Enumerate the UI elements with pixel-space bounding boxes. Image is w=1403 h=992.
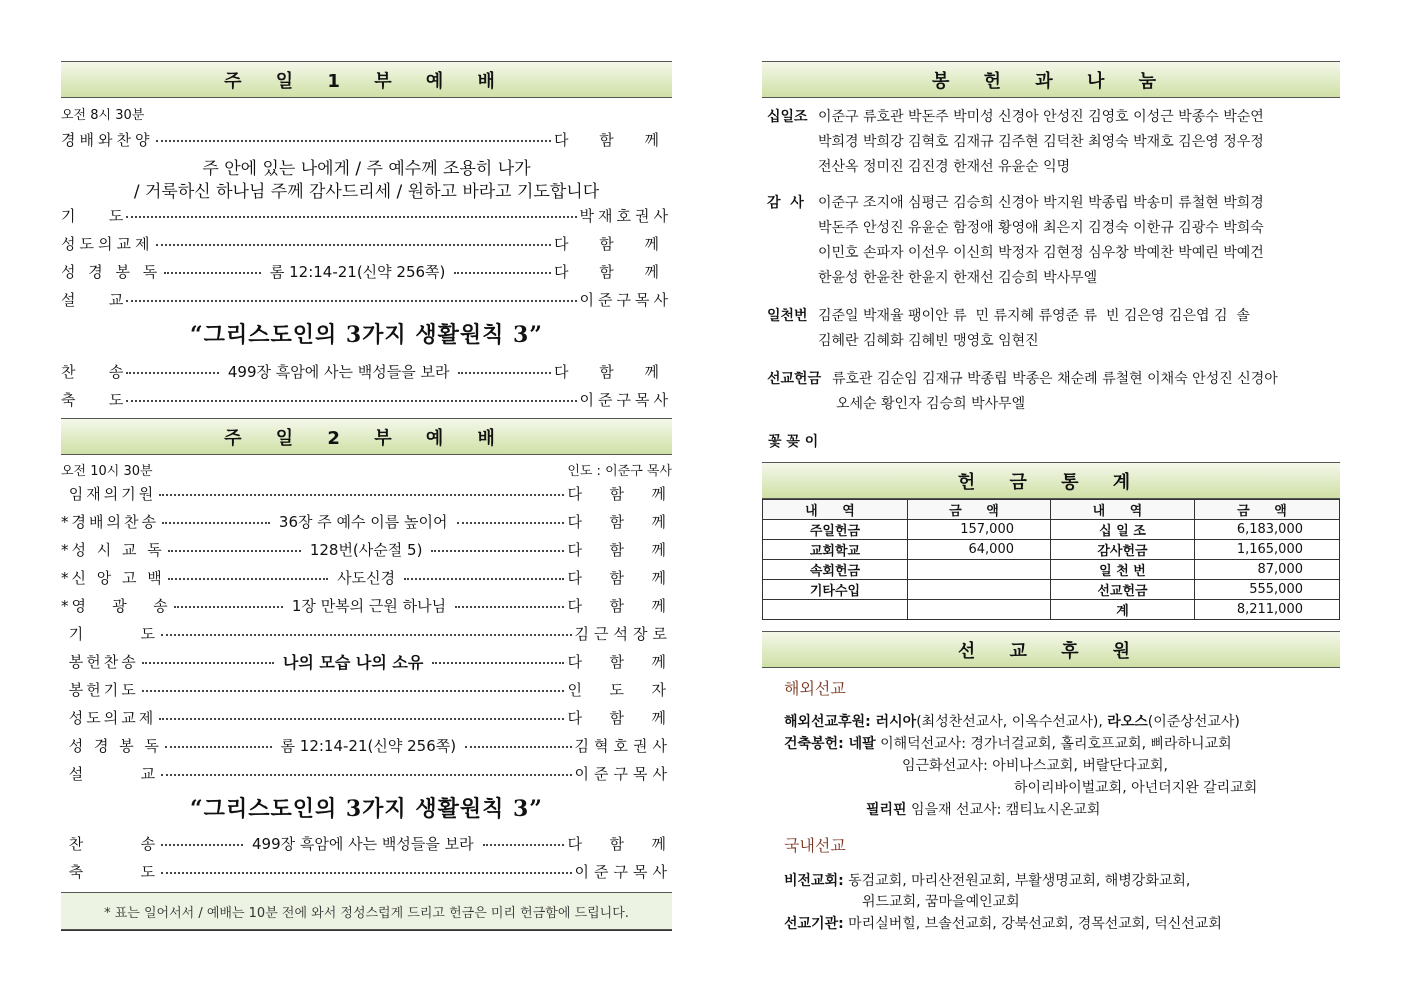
- table-cell: 감사헌금: [1051, 540, 1195, 560]
- leader-dots: [126, 216, 576, 218]
- leader-dots: [164, 272, 261, 274]
- mission-line-bold: 건축봉헌: 네팔: [784, 736, 876, 752]
- offering-names: [818, 191, 1340, 291]
- notice-bar: * 표는 일어서서 / 예배는 10분 전에 와서 정성스럽게 드리고 헌금은 미리 헌금함에 드립니다.: [61, 892, 672, 930]
- mission-line-text: (이준상선교사): [1147, 714, 1240, 730]
- column-header: 금 액: [1195, 500, 1340, 520]
- mission-line-bold: 라오스: [1107, 714, 1148, 730]
- names-line: 이준구 류호관 박돈주 박미성 신경아 안성진 김영호 이성근 박종수 박순연: [818, 109, 1264, 125]
- offering-category: 십일조: [767, 109, 808, 125]
- item-label: 찬 송: [61, 834, 159, 853]
- mission-line: [862, 891, 1020, 911]
- leader-dots: [404, 578, 564, 580]
- service2-item: [61, 732, 672, 758]
- item-label: 기 도: [61, 206, 124, 225]
- service1-item: [61, 386, 672, 412]
- offering-names: [832, 367, 1340, 417]
- stats-header: 헌 금 통 계: [762, 462, 1340, 499]
- mission-line-bold: 선교기관:: [784, 916, 844, 932]
- table-cell: [908, 600, 1051, 620]
- divider: [61, 930, 672, 931]
- service1-item: [61, 126, 672, 152]
- offering-stats-table: [762, 499, 1340, 620]
- item-label: 축 도: [61, 862, 159, 881]
- service2-item: [61, 620, 672, 646]
- column-header: 내 역: [763, 500, 908, 520]
- item-value: 다 함 께: [567, 834, 673, 853]
- item-value: 다 함 께: [553, 262, 672, 281]
- leader-dots: [168, 550, 301, 552]
- leader-dots: [159, 718, 564, 720]
- leader-dots: [465, 746, 571, 748]
- item-detail: 499장 흑암에 사는 백성들을 보라: [252, 834, 474, 853]
- sermon-title: “그리스도인의 3가지 생활원칙 3”: [190, 796, 543, 822]
- leader-dots: [457, 522, 565, 524]
- table-cell: 157,000: [908, 520, 1051, 540]
- mission-line-bold: 필리핀: [866, 802, 907, 818]
- service1-item: [61, 358, 672, 384]
- item-value: 다 함 께: [567, 568, 672, 587]
- table-cell: 기타수입: [763, 580, 908, 600]
- mission-line-text: 이해덕선교사: 경가너걸교회, 홀리호프교회, 삐라하니교회: [875, 736, 1232, 752]
- offering-category: 감 사: [767, 195, 804, 211]
- item-detail: 롬 12:14-21(신약 256쪽): [280, 736, 457, 755]
- item-detail: 36장 주 예수 이름 높이어: [278, 512, 448, 531]
- mission-line: [784, 711, 1240, 731]
- item-value: 인 도 자: [567, 680, 672, 699]
- service2-item: [61, 676, 672, 702]
- service1-item: [61, 230, 672, 256]
- table-row: [763, 600, 1340, 620]
- item-detail: 499장 흑암에 사는 백성들을 보라: [227, 362, 450, 381]
- item-value: 다 함 께: [567, 484, 672, 503]
- overseas-mission-title: 해외선교: [784, 679, 846, 698]
- item-label: 설 교: [61, 764, 159, 783]
- mission-line-text: 하이리바이벌교회, 아넌더지완 갈리교회: [1014, 780, 1258, 796]
- item-value: 다 함 께: [553, 362, 672, 381]
- leader-dots: [165, 746, 271, 748]
- leader-dots: [174, 606, 283, 608]
- item-value: 다 함 께: [567, 596, 672, 615]
- lyric-line-2: / 거룩하신 하나님 주께 감사드리세 / 원하고 바라고 기도합니다: [133, 182, 600, 202]
- names-line: 오세순 황인자 김승희 박사무엘: [836, 396, 1026, 412]
- leader-dots: [431, 550, 564, 552]
- names-line: 김준일 박재율 팽이안 류 민 류지혜 류영준 류 빈 김은영 김은엽 김 솔: [818, 308, 1250, 324]
- item-value: 다 함 께: [567, 512, 673, 531]
- service2-item: [61, 480, 672, 506]
- lyric-line-1: 주 안에 있는 나에게 / 주 예수께 조용히 나가: [202, 159, 531, 179]
- offering-names: [818, 105, 1340, 180]
- column-header: 금 액: [908, 500, 1051, 520]
- item-value: 다 함 께: [567, 652, 673, 671]
- item-label: *경배의찬송: [61, 512, 159, 531]
- item-value: 다 함 께: [567, 540, 673, 559]
- item-label: 임재의기원: [61, 484, 157, 503]
- names-line: 이민호 손파자 이선우 이신희 박정자 김현정 심우창 박예찬 박예린 박예건: [818, 245, 1264, 261]
- table-row: [763, 560, 1340, 580]
- item-label: 찬 송: [61, 362, 124, 381]
- service2-item: [61, 564, 672, 590]
- mission-line-bold: 비전교회:: [784, 873, 844, 889]
- offering-category: 일천번: [767, 308, 808, 324]
- names-line: 류호관 김순임 김재규 박종립 박종은 채순례 류철현 이채숙 안성진 신경아: [832, 371, 1278, 387]
- leader-dots: [161, 634, 571, 636]
- leader-dots: [156, 140, 551, 142]
- leader-dots: [142, 690, 565, 692]
- service2-item: [61, 508, 672, 534]
- item-label: 경배와찬양: [61, 130, 154, 149]
- table-cell: 555,000: [1195, 580, 1340, 600]
- item-label: 축 도: [61, 390, 124, 409]
- item-label: 성 경 봉 독: [61, 736, 163, 755]
- item-value: 박재호권사: [579, 206, 672, 225]
- service2-leader: 인도 : 이준구 목사: [567, 464, 672, 479]
- table-cell: 64,000: [908, 540, 1051, 560]
- service2-item: [61, 704, 672, 730]
- mission-line: [866, 799, 1100, 819]
- leader-dots: [156, 244, 551, 246]
- table-cell: 1,165,000: [1195, 540, 1340, 560]
- table-cell: 일 천 번: [1051, 560, 1195, 580]
- leader-dots: [126, 400, 576, 402]
- item-value: 이준구목사: [579, 290, 672, 309]
- leader-dots: [161, 774, 571, 776]
- leader-dots: [432, 662, 564, 664]
- table-row: [763, 520, 1340, 540]
- leader-dots: [161, 872, 571, 874]
- offering-header: 봉 헌 과 나 눔: [762, 61, 1340, 98]
- table-cell: 8,211,000: [1195, 600, 1340, 620]
- item-label: *영 광 송: [61, 596, 171, 615]
- table-row: [763, 580, 1340, 600]
- item-value: 이준구목사: [579, 390, 672, 409]
- names-line: 박돈주 안성진 유윤순 함정애 황영애 최은지 김경숙 이한규 김광수 박희숙: [818, 220, 1264, 236]
- item-label: *신 앙 고 백: [61, 568, 165, 587]
- service1-time-text: 오전 8시 30분: [61, 108, 145, 123]
- item-detail: 128번(사순절 5): [309, 540, 423, 559]
- table-cell: [763, 600, 908, 620]
- mission-line: [784, 870, 1190, 890]
- table-cell: [908, 560, 1051, 580]
- item-value: 다 함 께: [567, 708, 672, 727]
- item-value: 다 함 께: [553, 234, 672, 253]
- item-label: *성 시 교 독: [61, 540, 165, 559]
- item-label: 성도의교제: [61, 708, 157, 727]
- table-cell: [908, 580, 1051, 600]
- names-line: 박희경 박희강 김혁호 김재규 김주현 김덕찬 최영숙 박재호 김은영 정우정: [818, 134, 1264, 150]
- service2-header: 주 일 2 부 예 배: [61, 418, 672, 455]
- item-detail: 롬 12:14-21(신약 256쪽): [269, 262, 446, 281]
- table-cell: 선교헌금: [1051, 580, 1195, 600]
- item-label: 성 경 봉 독: [61, 262, 162, 281]
- service1-item: [61, 258, 672, 284]
- item-value: 이준구목사: [574, 862, 672, 881]
- service2-time-text: 오전 10시 30분: [61, 464, 153, 479]
- service1-item: [61, 202, 672, 228]
- names-line: 김혜란 김혜화 김혜빈 맹영호 임현진: [818, 333, 1039, 349]
- item-label: 기 도: [61, 624, 159, 643]
- leader-dots: [159, 494, 564, 496]
- mission-line-text: 임근화선교사: 아비나스교회, 버랄단다교회,: [902, 758, 1168, 774]
- mission-line-text: 동검교회, 마리산전원교회, 부활생명교회, 해병강화교회,: [843, 873, 1191, 889]
- leader-dots: [162, 522, 270, 524]
- leader-dots: [483, 844, 565, 846]
- table-cell: 87,000: [1195, 560, 1340, 580]
- leader-dots: [161, 844, 243, 846]
- sermon-title: “그리스도인의 3가지 생활원칙 3”: [190, 322, 543, 348]
- table-header-row: [763, 500, 1340, 520]
- item-value: 다 함 께: [553, 130, 672, 149]
- leader-dots: [458, 372, 551, 374]
- mission-line-text: 위드교회, 꿈마을예인교회: [862, 894, 1020, 910]
- mission-line: [902, 755, 1168, 775]
- item-label: 성도의교제: [61, 234, 154, 253]
- item-label: 설 교: [61, 290, 124, 309]
- item-value: 이준구목사: [574, 764, 672, 783]
- service2-item: [61, 592, 672, 618]
- item-value: 김근석장로: [574, 624, 672, 643]
- mission-line: [784, 733, 1232, 753]
- table-cell: 교회학교: [763, 540, 908, 560]
- mission-header: 선 교 후 원: [762, 631, 1340, 668]
- table-cell: 주일헌금: [763, 520, 908, 540]
- names-line: 이준구 조지애 심평근 김승희 신경아 박지원 박종립 박송미 류철현 박희경: [818, 195, 1264, 211]
- mission-line: [784, 913, 1222, 933]
- names-line: 한윤성 한윤찬 한윤지 한재선 김승희 박사무엘: [818, 270, 1098, 286]
- service2-time: [61, 460, 672, 478]
- service2-item: [61, 858, 672, 884]
- leader-dots: [126, 372, 219, 374]
- table-cell: 십 일 조: [1051, 520, 1195, 540]
- leader-dots: [168, 578, 328, 580]
- table-cell: 계: [1051, 600, 1195, 620]
- names-line: 전산옥 정미진 김진경 한재선 유윤순 익명: [818, 159, 1071, 175]
- service2-item: [61, 830, 672, 856]
- service1-time: [61, 104, 672, 122]
- item-detail: 나의 모습 나의 소유: [282, 652, 424, 672]
- service1-item: [61, 286, 672, 312]
- mission-line: [1014, 777, 1257, 797]
- mission-line-bold: 해외선교후원: 러시아: [784, 714, 917, 730]
- domestic-mission-title: 국내선교: [784, 836, 846, 855]
- service2-item: [61, 648, 672, 674]
- leader-dots: [126, 300, 576, 302]
- offering-names: [818, 304, 1340, 354]
- service2-item: [61, 760, 672, 786]
- leader-dots: [454, 272, 551, 274]
- service1-header: 주 일 1 부 예 배: [61, 61, 672, 98]
- mission-line-text: 마리실버힐, 브솔선교회, 강북선교회, 경목선교회, 덕신선교회: [843, 916, 1222, 932]
- item-detail: 사도신경: [337, 568, 396, 587]
- item-label: 봉헌찬송: [61, 652, 139, 671]
- mission-line-text: 임을재 선교사: 캠티뇨시온교회: [906, 802, 1101, 818]
- item-detail: 1장 만복의 근원 하나님: [291, 596, 447, 615]
- item-value: 김혁호권사: [574, 736, 672, 755]
- service2-item: [61, 536, 672, 562]
- table-row: [763, 540, 1340, 560]
- mission-line-text: (최성찬선교사, 이옥수선교사),: [916, 714, 1108, 730]
- item-label: 봉헌기도: [61, 680, 139, 699]
- offering-category: 선교헌금: [767, 371, 822, 387]
- flower-label: 꽃 꽂 이: [768, 434, 819, 450]
- leader-dots: [142, 662, 274, 664]
- leader-dots: [455, 606, 564, 608]
- table-cell: 속회헌금: [763, 560, 908, 580]
- column-header: 내 역: [1051, 500, 1195, 520]
- table-cell: 6,183,000: [1195, 520, 1340, 540]
